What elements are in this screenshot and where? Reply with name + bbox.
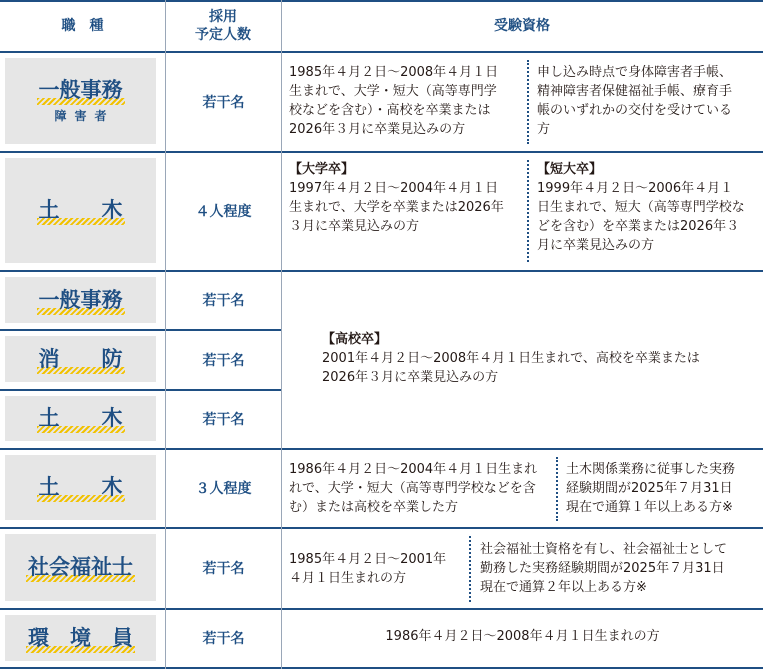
header-count: 採用 予定人数 [195,9,251,43]
rule-bottom [0,667,763,669]
count-cell: ３人程度 [195,481,252,497]
header-job: 職 種 [61,18,104,34]
qualification-extra-text: 申し込み時点で身体障害者手帳、 精神障害者保健福祉手帳、療育手 帳のいずれかの交付を受けている 方 [537,65,733,137]
job-cell-civil-engineering-experienced [5,455,156,520]
count-cell: 若干名 [202,352,245,369]
job-cell-firefighting [5,336,156,382]
job-cell-general-affairs [5,277,156,323]
job-cell-civil-engineering-univ [5,158,156,263]
count-cell: 若干名 [202,293,245,309]
count-cell: 若干名 [202,94,245,111]
qualification-university: 【大学卒】 1997年４月２日～2004年４月１日 生まれで、大学を卒業または2026年 ３月に卒業見込みの方 [289,160,525,236]
dotted-divider [527,160,529,262]
job-cell-environment-staff [5,615,156,661]
rule-row7 [0,608,763,610]
rule-top [0,0,763,2]
rule-row5 [0,448,763,450]
count-cell: 若干名 [202,631,245,647]
rule-row1 [0,151,763,153]
count-cell: ４人程度 [195,204,252,220]
qualification-extra-text: 社会福祉士資格を有し、社会福祉士として 勤務した実務経験期間が2025年７月31日 現在で通算２年以上ある方※ [480,542,728,595]
count-cell: 若干名 [202,561,245,577]
rule-header [0,51,763,53]
highschool-tag: 【高校卒】 [322,332,388,347]
job-name: 土 木 [38,198,123,222]
job-name: 消 防 [38,346,123,371]
rule-row2 [0,270,763,272]
qualification-highschool: 【高校卒】 2001年４月２日～2008年４月１日生まれで、高校を卒業または 2026年３月に卒業見込みの方 [322,330,762,387]
qualification-text: 1985年４月２日～2001年 ４月１日生まれの方 [289,552,447,586]
job-cell-civil-engineering-hs [5,396,156,441]
qualification-text: 1985年４月２日～2008年４月１日 生まれで、大学・短大（高等専門学 校などを含む）・高校を卒業または 2026年３月に卒業見込みの方 [289,65,499,137]
col-sep-2 [281,0,282,669]
dotted-divider [469,536,471,602]
qualification-text: 1986年４月２日～2004年４月１日生まれ れで、大学・短大（高等専門学校などを含 む）または高校を卒業した方 [289,462,538,515]
qualification-junior-college: 【短大卒】 1999年４月２日～2006年４月１ 日生まれで、短大（高等専門学校な どを含む）を卒業または2026年３ 月に卒業見込みの方 [537,160,761,255]
job-cell-general-affairs-disabled [5,58,156,144]
junior-college-tag: 【短大卒】 [537,162,603,177]
job-subtitle: 障害者 [54,109,115,123]
job-cell-social-worker [5,534,156,601]
job-name: 環 境 員 [28,625,133,650]
dotted-divider [527,60,529,144]
job-name: 社会福祉士 [28,555,133,579]
qualification-extra-text: 土木関係業務に従事した実務 経験期間が2025年７月31日 現在で通算１年以上ある方※ [566,462,736,515]
dotted-divider [556,457,558,521]
count-cell: 若干名 [202,412,245,428]
job-name: 土 木 [38,475,123,499]
rule-row6 [0,527,763,529]
job-name: 土 木 [38,406,123,430]
header-qualification: 受験資格 [494,18,550,34]
qualification-text: 1986年４月２日～2008年４月１日生まれの方 [385,629,660,644]
job-name: 一般事務 [38,78,123,102]
university-tag: 【大学卒】 [289,162,355,177]
job-name: 一般事務 [38,287,123,312]
